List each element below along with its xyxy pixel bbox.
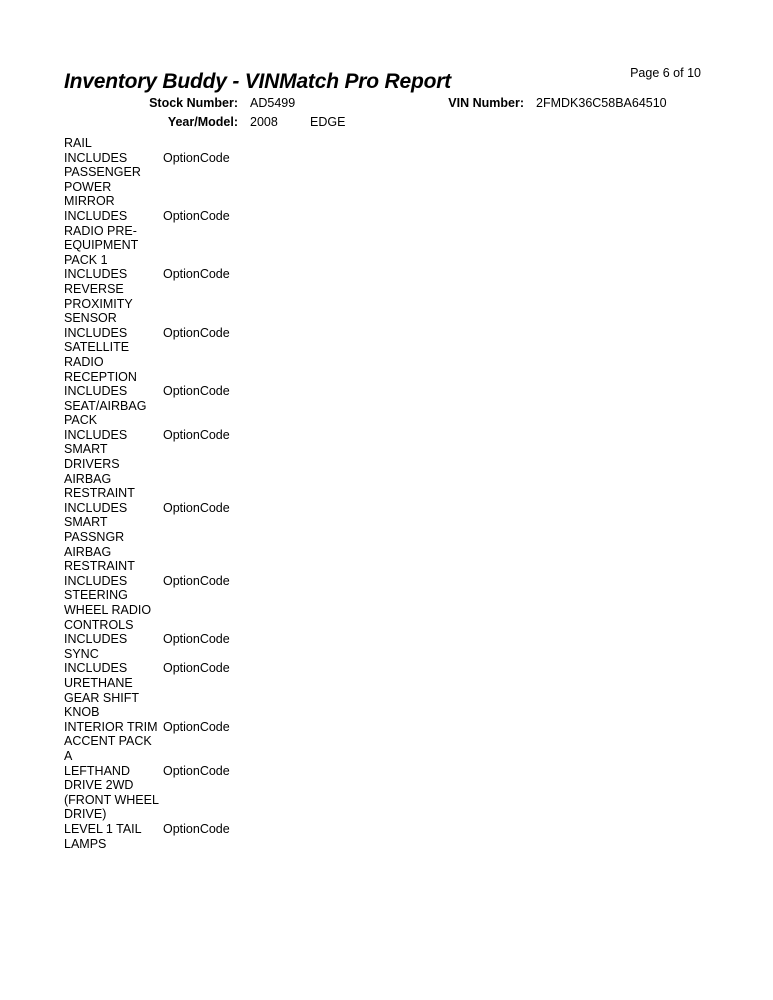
option-description: INCLUDES SEAT/AIRBAG PACK [64,384,147,428]
option-code: OptionCode [163,150,230,165]
option-description: INCLUDES URETHANE GEAR SHIFT KNOB [64,661,139,720]
option-description: INCLUDES SMART DRIVERS AIRBAG RESTRAINT [64,427,135,501]
list-item [64,326,724,384]
option-code: OptionCode [163,384,230,399]
page-number: Page 6 of 10 [630,66,701,80]
option-description: RAIL [64,136,92,150]
meta-row-year-model [64,115,724,134]
option-code: OptionCode [163,763,230,778]
stock-number-label: Stock Number: [149,96,238,110]
list-item [64,720,724,764]
option-code: OptionCode [163,325,230,340]
list-item [64,151,724,209]
option-description: INCLUDES SATELLITE RADIO RECEPTION [64,325,137,384]
list-item [64,661,724,719]
list-item [64,822,724,851]
option-description: INCLUDES SYNC [64,632,128,661]
list-item [64,384,724,428]
list-item [64,267,724,325]
option-description: INCLUDES PASSENGER POWER MIRROR [64,150,141,209]
option-code: OptionCode [163,427,230,442]
stock-number-value: AD5499 [250,96,296,110]
model-value: EDGE [310,115,346,129]
vin-number-label: VIN Number: [448,96,524,110]
option-code: OptionCode [163,661,230,676]
list-item [64,209,724,267]
option-description: INCLUDES STEERING WHEEL RADIO CONTROLS [64,573,152,632]
option-description: LEVEL 1 TAIL LAMPS [64,821,142,851]
list-item [64,428,724,501]
option-code: OptionCode [163,719,230,734]
option-description: INTERIOR TRIM ACCENT PACK A [64,719,158,763]
vin-number-value: 2FMDK36C58BA64510 [536,96,667,110]
option-list [64,136,724,851]
option-code: OptionCode [163,821,230,836]
report-meta [64,96,724,134]
list-item [64,501,724,574]
option-code: OptionCode [163,208,230,223]
year-model-label: Year/Model: [167,115,238,129]
list-item [64,574,724,632]
option-description: INCLUDES REVERSE PROXIMITY SENSOR [64,267,133,326]
list-item [64,136,724,151]
option-code: OptionCode [163,500,230,515]
page-title: Inventory Buddy - VINMatch Pro Report [64,70,451,93]
option-description: INCLUDES SMART PASSNGR AIRBAG RESTRAINT [64,500,135,574]
option-description: LEFTHAND DRIVE 2WD (FRONT WHEEL DRIVE) [64,763,159,822]
option-code: OptionCode [163,573,230,588]
list-item [64,764,724,822]
option-description: INCLUDES RADIO PRE-EQUIPMENT PACK 1 [64,208,139,267]
list-item [64,632,724,661]
meta-row-stock-vin [64,96,724,115]
option-code: OptionCode [163,267,230,282]
year-value: 2008 [250,115,278,129]
option-code: OptionCode [163,632,230,647]
